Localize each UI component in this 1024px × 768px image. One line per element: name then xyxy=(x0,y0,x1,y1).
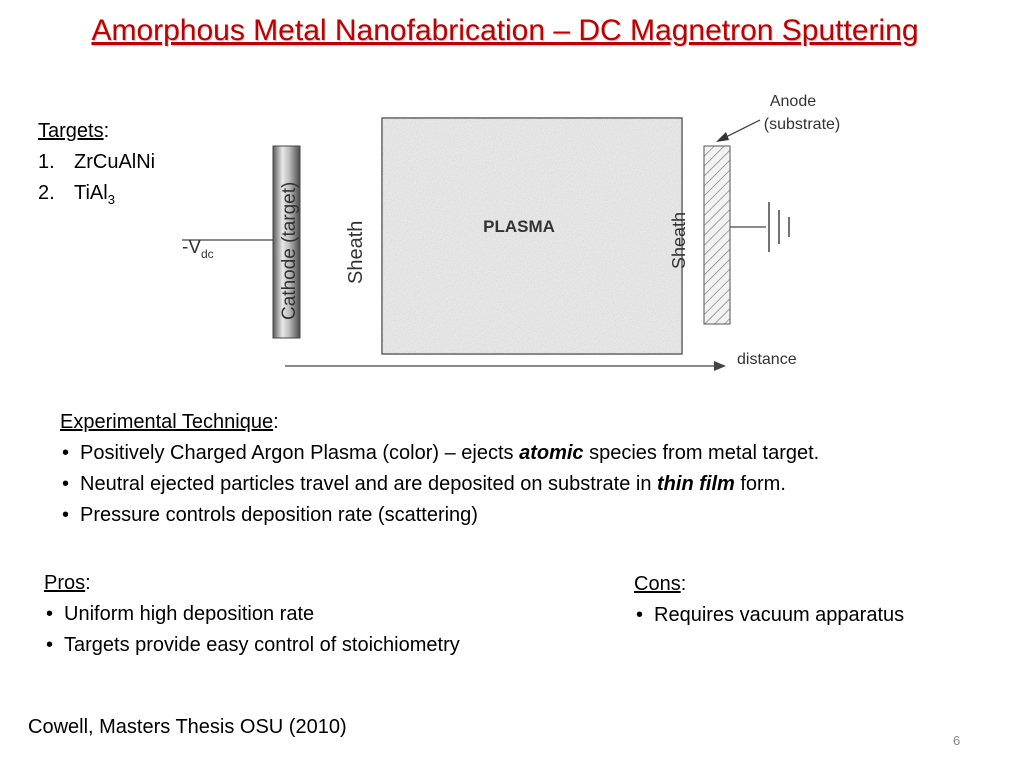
plasma-label: PLASMA xyxy=(483,217,555,236)
distance-label: distance xyxy=(737,351,797,368)
slide-title: Amorphous Metal Nanofabrication – DC Magnetron Sputtering xyxy=(91,14,919,47)
technique-block xyxy=(60,407,819,531)
cons-heading: Cons xyxy=(634,573,681,595)
target-2-subscript: 3 xyxy=(107,192,115,207)
cons-list xyxy=(634,600,904,631)
sheath-right-label: Sheath xyxy=(669,211,689,269)
list-item: • Uniform high deposition rate xyxy=(46,603,315,625)
list-item: 1. ZrCuAlNi xyxy=(38,151,156,173)
pros-list xyxy=(44,599,460,661)
anode-label: Anode xyxy=(769,93,817,110)
technique-heading-line: Experimental Technique: xyxy=(60,411,279,433)
list-item: • Pressure controls deposition rate (scattering) xyxy=(62,504,478,526)
page-number: 6 xyxy=(953,733,961,748)
anode-sub-label: (substrate) xyxy=(763,116,841,133)
sheath-left-label: Sheath xyxy=(345,220,367,284)
targets-heading-line: Targets: xyxy=(38,120,110,142)
pros-heading: Pros xyxy=(44,572,86,594)
list-item: • Requires vacuum apparatus xyxy=(636,604,905,626)
list-item: • Neutral ejected particles travel and are deposited on substrate in thin film form. xyxy=(62,473,786,495)
target-1: ZrCuAlNi xyxy=(74,151,156,173)
plasma-texture xyxy=(382,118,682,354)
voltage-label: $-V_{dc}$ xyxy=(182,237,214,261)
targets-list xyxy=(38,147,155,209)
cathode-label: Cathode (target) xyxy=(279,181,300,320)
technique-list xyxy=(60,438,819,531)
list-item: 2. TiAl$_3$ xyxy=(38,182,115,207)
technique-heading: Experimental Technique xyxy=(60,411,274,433)
citation: Cowell, Masters Thesis OSU (2010) xyxy=(28,716,347,738)
cons-block xyxy=(634,569,904,631)
distance-arrow-icon xyxy=(714,361,726,371)
list-item: • Positively Charged Argon Plasma (color) – ejects atomic species from metal target. xyxy=(62,442,820,464)
targets-block xyxy=(38,116,155,209)
pros-block xyxy=(44,568,460,661)
list-item: • Targets provide easy control of stoichiometry xyxy=(46,634,460,656)
anode-substrate xyxy=(704,146,730,324)
target-2: TiAl xyxy=(74,182,108,204)
pros-heading-line: Pros: xyxy=(44,572,91,594)
cons-heading-line: Cons: xyxy=(634,573,687,595)
targets-heading: Targets xyxy=(38,120,104,142)
anode-callout-arrowhead xyxy=(716,132,729,142)
sputtering-diagram xyxy=(170,86,850,386)
